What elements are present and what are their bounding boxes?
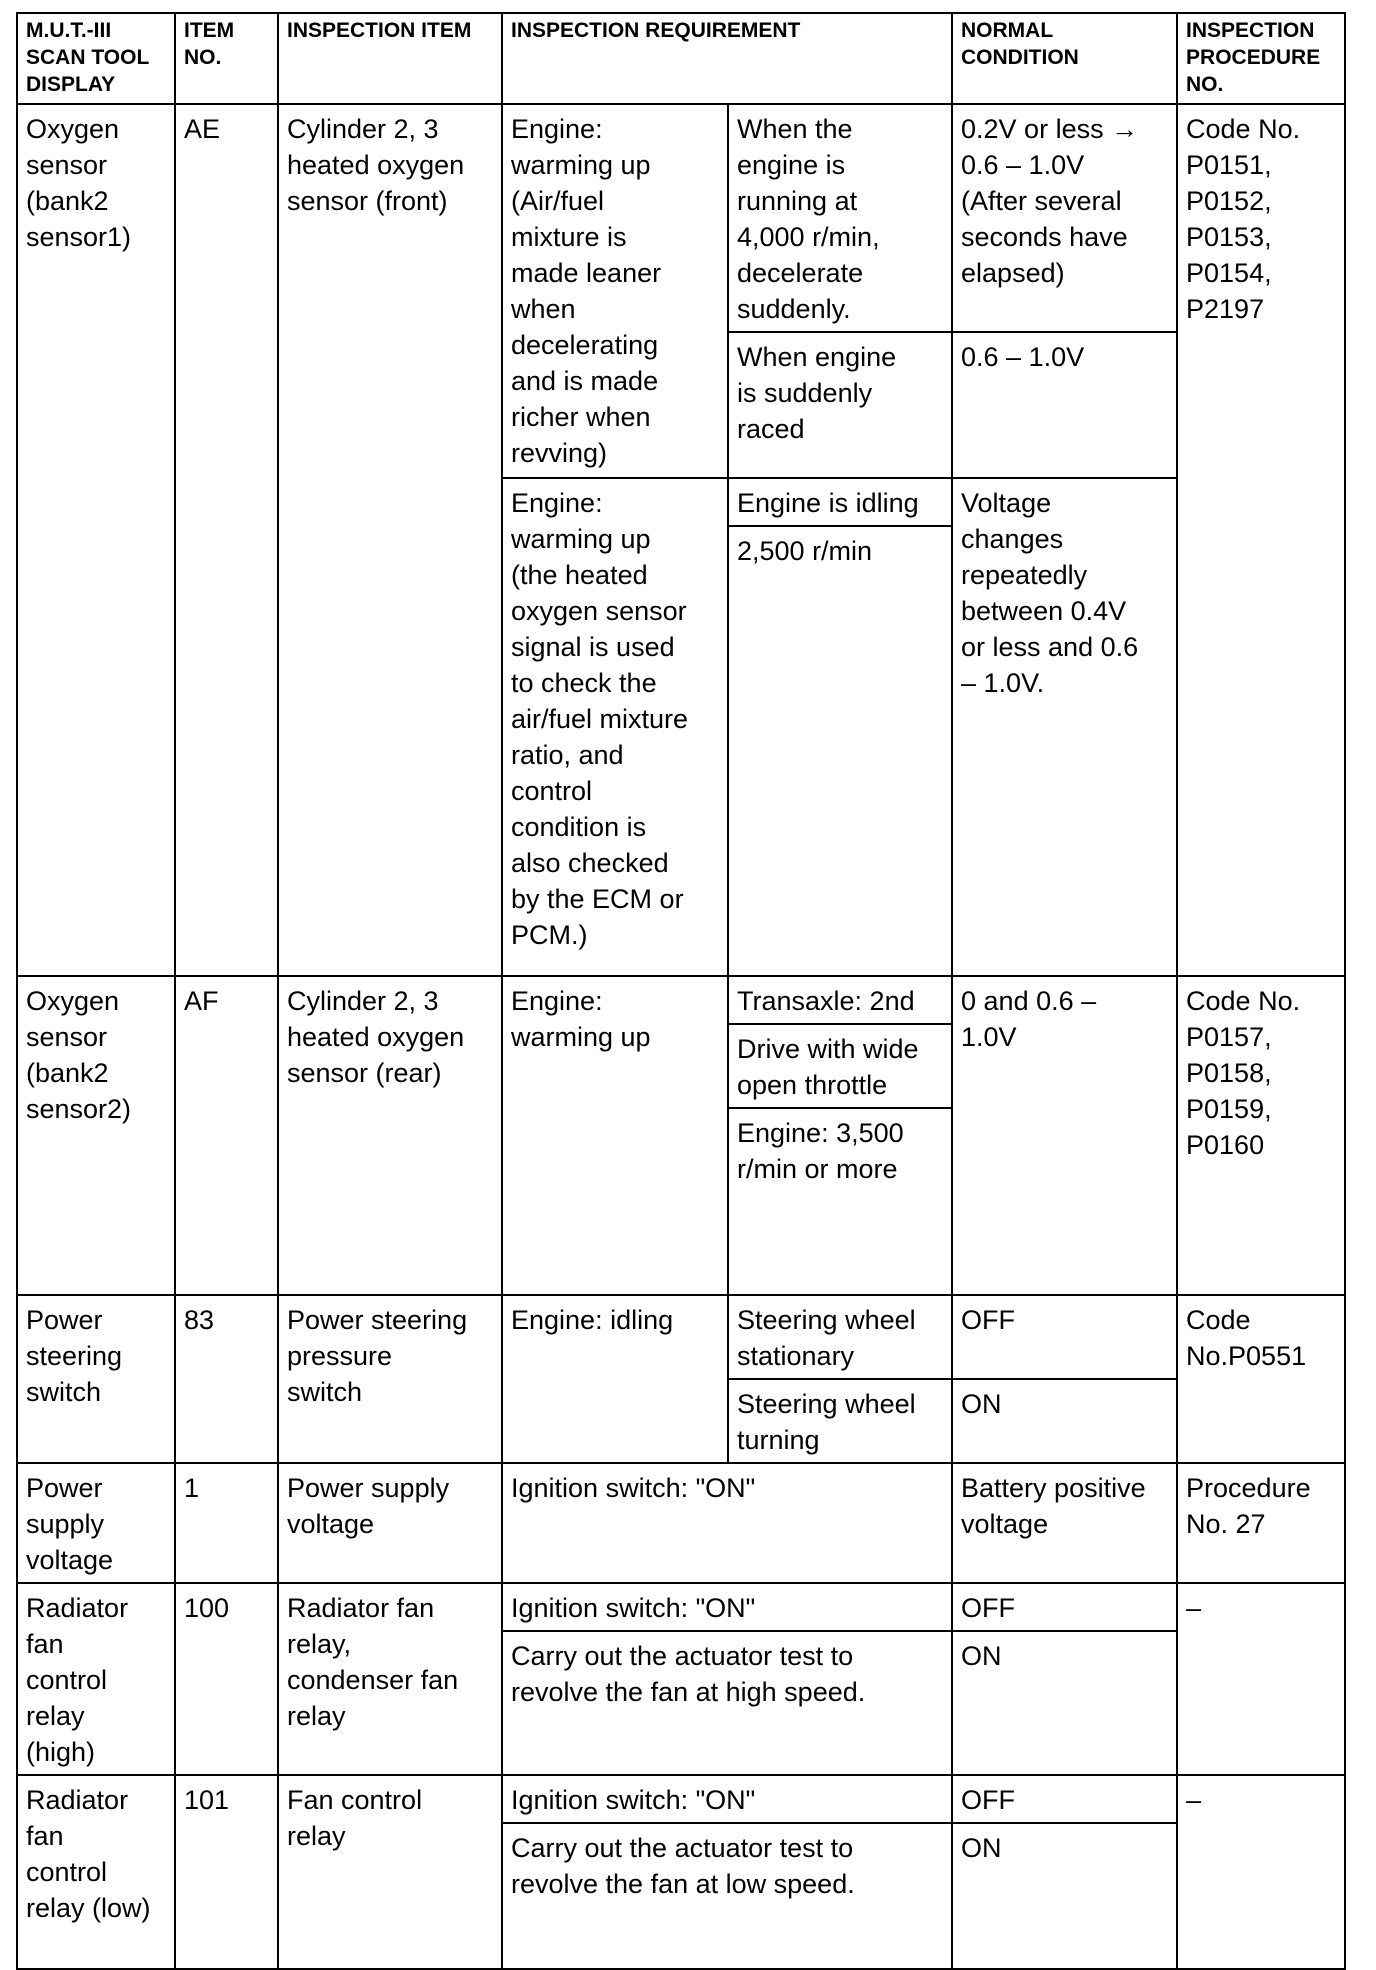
ps-display: Power steering switch — [17, 1295, 175, 1463]
ae-display: Oxygen sensor (bank2 sensor1) — [17, 104, 175, 976]
rfh-requirement-1: Ignition switch: "ON" — [502, 1583, 952, 1631]
af-procedure: Code No. P0157, P0158, P0159, P0160 — [1177, 976, 1345, 1295]
rfh-normal-1: OFF — [952, 1583, 1177, 1631]
ps-normal-1: OFF — [952, 1295, 1177, 1379]
header-normal-condition: NORMAL CONDITION — [952, 13, 1177, 104]
table-row — [17, 976, 1345, 1024]
ae-procedure: Code No. P0151, P0152, P0153, P0154, P2197 — [1177, 104, 1345, 976]
ps-sub-2: Steering wheel turning — [728, 1379, 952, 1463]
psv-normal: Battery positive voltage — [952, 1463, 1177, 1583]
af-sub-3: Engine: 3,500 r/min or more — [728, 1108, 952, 1295]
af-inspection-item: Cylinder 2, 3 heated oxygen sensor (rear) — [278, 976, 502, 1295]
table-row — [17, 1775, 1345, 1823]
table-row — [17, 1583, 1345, 1631]
header-row — [17, 13, 1345, 104]
ps-inspection-item: Power steering pressure switch — [278, 1295, 502, 1463]
table-row — [17, 1463, 1345, 1583]
header-inspection-requirement: INSPECTION REQUIREMENT — [502, 13, 952, 104]
rfl-procedure: – — [1177, 1775, 1345, 1969]
header-display: M.U.T.-III SCAN TOOL DISPLAY — [17, 13, 175, 104]
rfh-display: Radiator fan control relay (high) — [17, 1583, 175, 1775]
rfh-normal-2: ON — [952, 1631, 1177, 1775]
rfl-requirement-2: Carry out the actuator test to revolve the fan at low speed. — [502, 1823, 952, 1969]
header-item-no: ITEM NO. — [175, 13, 278, 104]
header-inspection-item: INSPECTION ITEM — [278, 13, 502, 104]
ae-normal-2: Voltage changes repeatedly between 0.4V or less and 0.6 – 1.0V. — [952, 478, 1177, 976]
psv-procedure: Procedure No. 27 — [1177, 1463, 1345, 1583]
af-requirement: Engine: warming up — [502, 976, 728, 1295]
rfh-procedure: – — [1177, 1583, 1345, 1775]
psv-display: Power supply voltage — [17, 1463, 175, 1583]
af-sub-2: Drive with wide open throttle — [728, 1024, 952, 1108]
ae-normal-1a: 0.2V or less → 0.6 – 1.0V (After several seconds have elapsed) — [952, 104, 1177, 332]
table-row — [17, 1295, 1345, 1379]
ae-requirement-1b: When engine is suddenly raced — [728, 332, 952, 478]
psv-item-no: 1 — [175, 1463, 278, 1583]
ae-requirement-2: Engine: warming up (the heated oxygen sensor signal is used to check the air/fuel mixture ratio, and control condition is also checked by the ECM or PCM.) — [502, 478, 728, 976]
inspection-table-wrapper — [16, 12, 1346, 1970]
rfl-display: Radiator fan control relay (low) — [17, 1775, 175, 1969]
ae-inspection-item: Cylinder 2, 3 heated oxygen sensor (front) — [278, 104, 502, 976]
af-sub-1: Transaxle: 2nd — [728, 976, 952, 1024]
inspection-table — [16, 12, 1346, 1970]
af-item-no: AF — [175, 976, 278, 1295]
af-normal: 0 and 0.6 – 1.0V — [952, 976, 1177, 1295]
ae-item-no: AE — [175, 104, 278, 976]
ae-requirement-2b: 2,500 r/min — [728, 526, 952, 976]
rfl-normal-2: ON — [952, 1823, 1177, 1969]
rfh-requirement-2: Carry out the actuator test to revolve the fan at high speed. — [502, 1631, 952, 1775]
ps-procedure: Code No.P0551 — [1177, 1295, 1345, 1463]
psv-inspection-item: Power supply voltage — [278, 1463, 502, 1583]
rfl-requirement-1: Ignition switch: "ON" — [502, 1775, 952, 1823]
ae-requirement-2a: Engine is idling — [728, 478, 952, 526]
rfh-inspection-item: Radiator fan relay, condenser fan relay — [278, 1583, 502, 1775]
ae-requirement-1: Engine: warming up (Air/fuel mixture is made leaner when decelerating and is made richer when revving) — [502, 104, 728, 478]
ps-normal-2: ON — [952, 1379, 1177, 1463]
ae-normal-1b: 0.6 – 1.0V — [952, 332, 1177, 478]
ps-requirement: Engine: idling — [502, 1295, 728, 1463]
rfh-item-no: 100 — [175, 1583, 278, 1775]
table-row — [17, 104, 1345, 332]
rfl-item-no: 101 — [175, 1775, 278, 1969]
header-procedure-no: INSPECTION PROCEDURE NO. — [1177, 13, 1345, 104]
ps-item-no: 83 — [175, 1295, 278, 1463]
rfl-inspection-item: Fan control relay — [278, 1775, 502, 1969]
psv-requirement: Ignition switch: "ON" — [502, 1463, 952, 1583]
ps-sub-1: Steering wheel stationary — [728, 1295, 952, 1379]
rfl-normal-1: OFF — [952, 1775, 1177, 1823]
ae-requirement-1a: When the engine is running at 4,000 r/min, decelerate suddenly. — [728, 104, 952, 332]
af-display: Oxygen sensor (bank2 sensor2) — [17, 976, 175, 1295]
